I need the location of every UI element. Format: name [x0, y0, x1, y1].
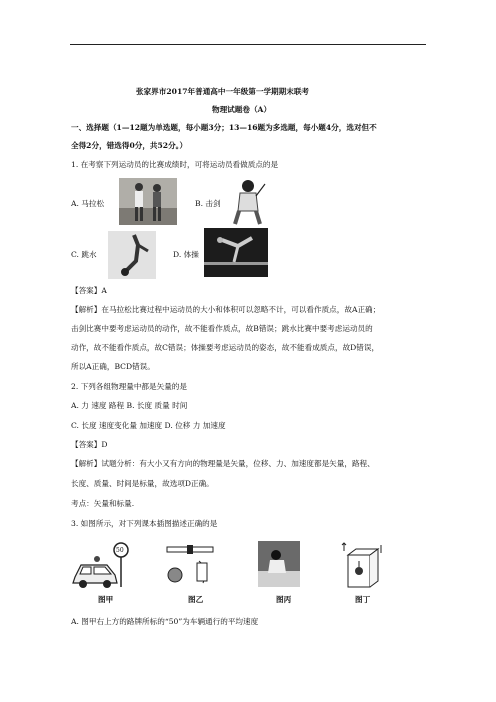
figure-car-speed-sign	[71, 541, 135, 591]
question-2-stem: 2. 下列各组物理量中都是矢量的是	[71, 382, 187, 391]
marathon-photo	[119, 178, 177, 225]
q2-options-ab: A. 力 速度 路程 B. 长度 质量 时间	[71, 401, 188, 410]
q2-options-cd: C. 长度 速度变化量 加速度 D. 位移 力 加速度	[71, 421, 226, 430]
q1-option-b: B. 击剑	[195, 199, 221, 208]
fig-caption-jia: 图甲	[98, 595, 114, 604]
section-heading: 一、选择题（1—12题为单选题，每小题3分；13—16题为多选题，每小题4分，选对但不	[71, 123, 377, 132]
q1-analysis-line1: 【解析】在马拉松比赛过程中运动员的大小和体积可以忽略不计，可以看作质点，故A正确；	[71, 305, 381, 314]
gymnastics-photo	[204, 228, 268, 277]
fig-caption-bing: 图丙	[276, 595, 292, 604]
fencing-photo	[226, 178, 266, 225]
diving-photo	[108, 231, 156, 279]
paper-subtitle: 物理试题卷（A）	[212, 105, 272, 114]
fig-caption-ding: 图丁	[355, 595, 371, 604]
q1-answer: 【答案】A	[71, 286, 107, 295]
header-rule	[70, 44, 426, 45]
question-1-stem: 1. 在考察下列运动员的比赛成绩时，可将运动员看做质点的是	[71, 160, 279, 169]
q1-option-a: A. 马拉松	[71, 199, 105, 208]
q1-option-c: C. 跳水	[71, 250, 97, 259]
question-3-stem: 3. 如图所示，对下列课本插图描述正确的是	[71, 519, 218, 528]
fig-caption-yi: 图乙	[188, 595, 204, 604]
q2-knowledge-point: 考点：矢量和标量.	[71, 499, 135, 508]
q2-analysis-line1: 【解析】试题分析：有大小又有方向的物理量是矢量，位移、力、加速度都是矢量，路程、	[71, 459, 375, 468]
section-heading-cont: 全得2分，错选得0分，共52分。）	[71, 141, 188, 150]
exam-title: 张家界市2017年普通高中一年级第一学期期末联考	[136, 87, 310, 96]
q1-analysis-line3: 动作，故不能看作质点，故C错误；体操要考虑运动员的姿态，故不能看成质点，故D错误，	[71, 343, 380, 352]
q3-option-a: A. 图甲右上方的路牌所标的“50”为车辆通行的平均速度	[71, 617, 259, 626]
q2-analysis-line2: 长度、质量、时间是标量，故选项D正确。	[71, 479, 214, 488]
q1-analysis-line4: 所以A正确，BCD错误。	[71, 362, 155, 371]
q1-analysis-line2: 击剑比赛中要考虑运动员的动作，故不能看作质点，故B错误；跳水比赛中要考虑运动员的	[71, 324, 373, 333]
speed-sign-number: 50	[116, 547, 124, 554]
figure-box-apparatus	[340, 541, 384, 591]
figure-ruler-ball	[163, 543, 219, 589]
figure-ski-photo	[258, 541, 300, 587]
q1-option-d: D. 体操	[173, 250, 199, 259]
q2-answer: 【答案】D	[71, 440, 108, 449]
